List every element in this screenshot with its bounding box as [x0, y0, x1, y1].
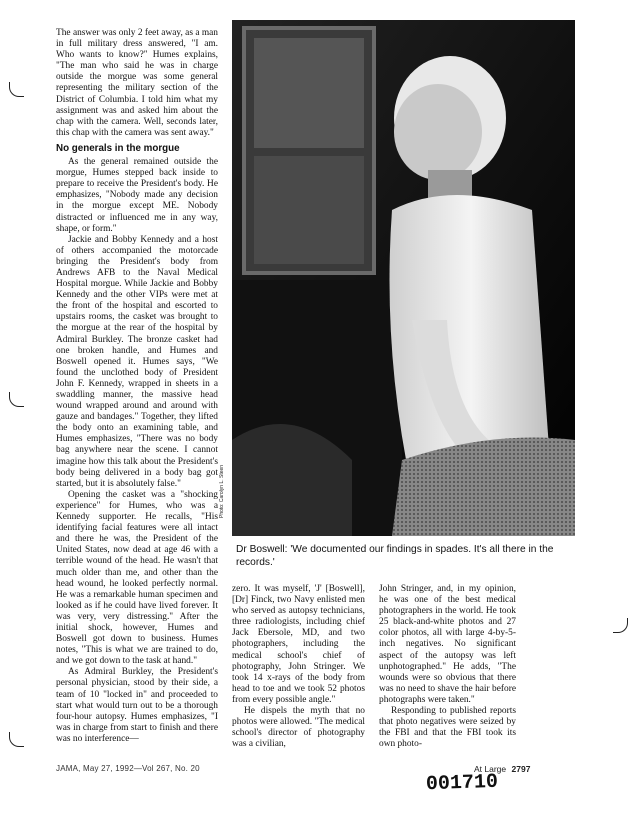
article-left-column — [56, 28, 218, 745]
section-heading: No generals in the morgue — [56, 142, 180, 154]
journal-citation: JAMA, May 27, 1992—Vol 267, No. 20 — [56, 764, 200, 773]
article-paragraph: zero. It was myself, 'J' [Boswell], [Dr] Finck, two Navy enlisted men who served as autopsy technicians, three radiologists, including chief Jack Ebersole, MD, and two photographers, including the medical school's chief of photography, John Stringer. We took 14 x-rays of the body from head to toe and we took 52 photos from every possible angle." — [232, 584, 365, 705]
article-right-column — [379, 584, 516, 750]
article-paragraph: As Admiral Burkley, the President's personal physician, stood by their side, a team of 10 "locked in" and proceeded to start what would turn out to be a thorough four-hour autopsy. Humes emphasizes, "I was in charge from start to finish and there was no interference— — [56, 667, 218, 744]
article-paragraph: John Stringer, and, in my opinion, he was one of the best medical photographers in the world. He took 25 black-and-white photos and 27 color photos, all with large 4-by-5-inch negatives. No significant aspect of the autopsy was left unphotographed." He adds, "The wounds were so obvious that there was no need to shave the hair before photographs were taken." — [379, 584, 516, 705]
page-number: 2797 — [511, 764, 531, 774]
article-paragraph: Jackie and Bobby Kennedy and a host of others accompanied the motorcade bringing the President's body from Andrews AFB to the Naval Medical Hospital morgue. While Jackie and Bobby Kennedy and the other VIPs were met at the front of the hospital and escorted to upstairs rooms, the casket was brought to the morgue at the rear of the hospital by Admiral Burkley. The bronze casket had one broken handle, and Humes and Boswell opened it. Humes says, "We found the unclothed body of President John F. Kennedy, wrapped in sheets in a swaddling manner, the massive head wound wrapped around and around with gauze and bandages." Together, they lifted the body onto an examining table, and Humes emphasizes, "There was no body bag anywhere near the scene. I cannot imagine how this talk about the President's body being delivered in a body bag got started, but it is absolutely false." — [56, 234, 218, 489]
section-name: At Large — [474, 764, 507, 774]
article-paragraph: He dispels the myth that no photos were allowed. "The medical school's director of photography was a civilian, — [232, 706, 365, 750]
document-stamp-number: 001710 — [425, 770, 499, 797]
margin-mark — [613, 618, 628, 633]
article-paragraph: As the general remained outside the morgue, Humes stepped back inside to prepare to receive the President's body. He emphasizes, "Nobody made any decision in the morgue except ME. Nobody distracted or influenced me in any way, shape, or form." — [56, 157, 218, 234]
photo-illustration — [232, 20, 575, 536]
article-middle-column — [232, 584, 365, 750]
article-paragraph: Responding to published reports that photo negatives were seized by the FBI and that the FBI took its own photo- — [379, 706, 516, 750]
margin-mark — [9, 82, 24, 97]
photo-credit: Photo: Carolyn L. Steen — [219, 464, 225, 518]
article-paragraph: Opening the casket was a "shocking experience" for Humes, who was a Kennedy supporter. He recalls, "His identifying facial features were all intact and there he was, the President of the United States, now dead at age 46 with a terrible wound of the head. He wasn't that much older than me, and other than the head wound, he looked perfectly normal. He was a remarkable human specimen and looked as if he could have lived forever. It was very, very distressing." After the initial shock, however, Humes and Boswell got down to business. Humes notes, "This is what we are trained to do, and we got down to the task at hand." — [56, 489, 218, 667]
margin-mark — [9, 392, 24, 407]
article-paragraph: The answer was only 2 feet away, as a man in full military dress answered, "I am. Who wants to know?" Humes explains, "The man who said he was in charge outside the morgue was some general representing the military section of the District of Columbia. I told him what my assignment was and asked him about the chap with the camera. Well, seconds later, this chap with the camera was sent away." — [56, 28, 218, 138]
photo-caption: Dr Boswell: 'We documented our findings in spades. It's all there in the records.' — [236, 544, 554, 568]
margin-mark — [9, 732, 24, 747]
portrait-photo — [232, 20, 575, 536]
